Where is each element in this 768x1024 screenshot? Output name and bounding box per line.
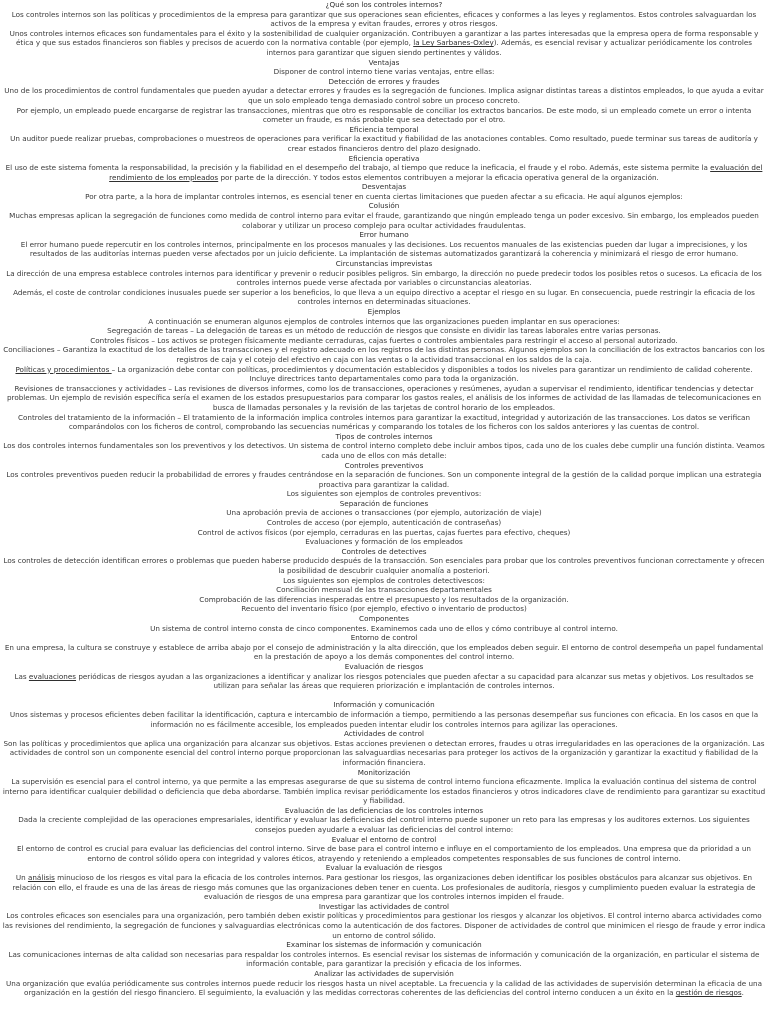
inline-link[interactable]: gestión de riesgos <box>675 988 742 998</box>
paragraph-text: Los controles eficaces son esenciales para una organización, pero también deben existir políticas y procedimientos para gestionar los riesgos y alcanzar los objetivos. El control interno abarca actividades como las revisiones del rendimiento, la segregación de funciones y salvaguardias electrónicas como la autenticación de dos factores. Disponer de actividades de control que minimicen el riesgo de fraude y error indica un entorno de control sólido. <box>2 911 766 940</box>
paragraph <box>0 269 768 288</box>
paragraph-text: Muchas empresas aplican la segregación de funciones como medida de control interno para evitar el fraude, garantizando que ningún empleado tenga un poder excesivo. Sin embargo, los empleados pueden colaborar y utilizar un proceso complejo para ocultar actividades fraudulentas. <box>9 211 759 230</box>
paragraph-text: Segregación de tareas – La delegación de tareas es un método de reducción de riesgos que consiste en dividir las tareas laborales entre varias personas. <box>107 326 661 336</box>
paragraph <box>0 950 768 969</box>
paragraph <box>0 441 768 460</box>
paragraph-text: La supervisión es esencial para el control interno, ya que permite a las empresas asegurarse de que su sistema de control interno funciona eficazmente. Implica la evaluación continua del sistema de control interno para identificar cualquier debilidad o deficiencia que deba abordarse. También implica revisar periódicamente los estados financieros y otros indicadores clave de rendimiento para garantizar su exactitud y fiabilidad. <box>2 777 766 806</box>
paragraph <box>0 873 768 902</box>
paragraph <box>0 384 768 413</box>
inline-link[interactable]: evaluación del rendimiento de los empleados <box>109 163 763 182</box>
section-heading: Evaluar la evaluación de riesgos <box>325 863 443 873</box>
paragraph <box>0 288 768 307</box>
paragraph-text: Recuento del inventario físico (por ejemplo, efectivo o inventario de productos) <box>241 604 527 614</box>
paragraph-text: El entorno de control es crucial para evaluar las deficiencias del control interno. Sirve de base para el control interno e influye en el comportamiento de los empleados. Una empresa que da prioridad a un entorno de control sólido opera con integridad y valores éticos, atrayendo y reteniendo a empleados competentes responsables de sus funciones de control interno. <box>17 844 751 863</box>
paragraph-text: Por ejemplo, un empleado puede encargarse de registrar las transacciones, mientras que otro es responsable de conciliar los extractos bancarios. De este modo, si un empleado comete un error o intenta cometer un fraude, es más probable que sea detectado por el otro. <box>16 105 752 125</box>
paragraph-text: Controles físicos – Los activos se protegen físicamente mediante cerraduras, cajas fuertes o controles ambientales para restringir el acceso al personal autorizado. <box>90 335 678 345</box>
section-heading: ¿Qué son los controles internos? <box>325 0 443 9</box>
paragraph <box>0 67 768 77</box>
section-heading: Investigar las actividades de control <box>318 901 450 911</box>
paragraph-text: Unos controles internos eficaces son fundamentales para el éxito y la sostenibilidad de cualquier organización. Contribuyen a garantizar a las partes interesadas que la empresa opera de forma responsable y ética y que sus estados financieros son fiables y precisos de acuerdo con la normativa contable (por ejemplo, <box>9 28 759 48</box>
paragraph-text: El error humano puede repercutir en los controles internos, principalmente en los procesos manuales y las decisiones. Los recuentos manuales de las existencias pueden dar lugar a imprecisiones, y los resultados de las auditorías internas pueden verse afectados por un juicio deficiente. La implantación de sistemas automatizados garantizará la coherencia y minimizará el riesgo de error humano. <box>20 239 748 259</box>
paragraph <box>0 556 768 575</box>
section-heading: Separación de funciones <box>339 498 429 508</box>
paragraph-text: Unos sistemas y procesos eficientes deben facilitar la identificación, captura e intercambio de información a tiempo, permitiendo a las personas desempeñar sus funciones con eficacia. En los casos en que la información no es fácilmente accesible, los empleados pueden intentar eludir los controles internos para agilizar las operaciones. <box>9 709 759 729</box>
paragraph <box>0 470 768 489</box>
paragraph <box>0 537 768 547</box>
paragraph-text: En una empresa, la cultura se construye y establece de arriba abajo por el consejo de administración y la alta dirección, que los empleados deben seguir. El entorno de control desempeña un papel fundamental en la prestación de apoyo a los demás componentes del control interno. <box>4 642 764 662</box>
section-heading: Desventajas <box>361 182 407 192</box>
section-heading: Información y comunicación <box>333 700 435 710</box>
paragraph-text: Un sistema de control interno consta de cinco componentes. Examinemos cada uno de ellos y cómo contribuye al control interno. <box>150 623 618 633</box>
paragraph-text: Control de activos físicos (por ejemplo, cerraduras en las puertas, cajas fuertes para efectivo, cheques) <box>197 527 571 537</box>
inline-link[interactable]: evaluaciones <box>28 671 77 681</box>
paragraph <box>0 710 768 729</box>
paragraph <box>0 10 768 29</box>
paragraph-text: – La organización debe contar con políticas, procedimientos y documentación establecidos y disponibles a todos los niveles para garantizar un rendimiento de calidad coherente. Incluye directrices tanto departamentales como para toda la organización. <box>111 364 753 384</box>
paragraph <box>0 576 768 586</box>
section-heading: Monitorización <box>357 767 411 777</box>
section-heading: Error humano <box>359 230 409 240</box>
paragraph-text: Las comunicaciones internas de alta calidad son necesarias para respaldar los controles internos. Es esencial revisar los sistemas de información y comunicación de la organización, en particular el sistema de información contable, para garantizar la precisión y eficacia de los informes. <box>8 949 760 969</box>
paragraph <box>0 489 768 499</box>
paragraph-text: por parte de la dirección. Y todos estos elementos contribuyen a mejorar la eficacia operativa general de la organización. <box>218 172 659 182</box>
paragraph <box>0 624 768 634</box>
paragraph <box>0 326 768 336</box>
paragraph-text: Disponer de control interno tiene varias ventajas, entre ellas: <box>273 67 495 77</box>
section-heading: Ventajas <box>368 57 400 67</box>
paragraph <box>0 106 768 125</box>
paragraph-text: Son las políticas y procedimientos que aplica una organización para alcanzar sus objetivos. Estas acciones previenen o detectan errores, fraudes u otras irregularidades en las operaciones de la organización. Las actividades de control son un componente esencial del control interno porque proporcionan las salvaguardias necesarias para proteger los activos de la organización y garantizar la exactitud y fiabilidad de la información financiera. <box>3 738 765 767</box>
section-heading: Detección de errores y fraudes <box>328 76 440 86</box>
section-heading: Evaluación de riesgos <box>344 661 424 671</box>
section-heading: Evaluar el entorno de control <box>331 834 437 844</box>
paragraph-text: Un auditor puede realizar pruebas, comprobaciones o muestreos de operaciones para verificar la exactitud y fiabilidad de las anotaciones contables. Como resultado, puede terminar sus tareas de auditoría y crear estados financieros dentro del plazo designado. <box>10 134 758 153</box>
paragraph-text: A continuación se enumeran algunos ejemplos de controles internos que las organizaciones pueden implantar en sus operaciones: <box>148 316 620 326</box>
inline-link[interactable]: la Ley Sarbanes-Oxley <box>413 38 494 48</box>
paragraph-text: Los siguientes son ejemplos de controles detectivescos: <box>283 575 485 585</box>
paragraph <box>0 163 768 182</box>
paragraph <box>0 365 768 384</box>
paragraph <box>0 317 768 327</box>
paragraph <box>0 595 768 605</box>
paragraph <box>0 413 768 432</box>
paragraph-text: Los dos controles internos fundamentales son los preventivos y los detectivos. Un sistema de control interno completo debe incluir ambos tipos, cada uno de los cuales debe cumplir una función distinta. Veamos cada uno de ellos con más detalle: <box>3 441 765 460</box>
paragraph <box>0 643 768 662</box>
paragraph-text: ). Además, es esencial revisar y actualizar periódicamente los controles internos para garantizar que siguen siendo pertinentes y válidos. <box>266 38 753 57</box>
paragraph-text: periódicas de riesgos ayudan a las organizaciones a identificar y analizar los riesgos potenciales que pueden afectar a su capacidad para alcanzar sus metas y objetivos. Los resultados se utilizan para señalar las áreas que requieren priorización e implantación de controles internos. <box>76 671 754 691</box>
paragraph-text: Dada la creciente complejidad de las operaciones empresariales, identificar y evaluar las deficiencias del control interno puede suponer un reto para las empresas y los auditores externos. Los siguientes consejos pueden ayudarle a evaluar las deficiencias del control interno: <box>18 815 750 835</box>
section-heading: Tipos de controles internos <box>335 431 433 441</box>
paragraph-text: Además, el coste de controlar condiciones inusuales puede ser superior a los beneficios, lo que lleva a un equipo directivo a aceptar el riesgo en su lugar. En consecuencia, puede restringir la eficacia de los controles internos en determinadas situaciones. <box>13 287 755 307</box>
section-heading: Colusión <box>368 201 400 211</box>
paragraph-text: La dirección de una empresa establece controles internos para identificar y prevenir o reducir posibles peligros. Sin embargo, la dirección no puede predecir todos los posibles retos o sucesos. La eficacia de los controles internos puede verse afectada por variables o circunstancias aleatorias. <box>6 268 762 288</box>
paragraph <box>0 211 768 230</box>
paragraph-text: Una organización que evalúa periódicamente sus controles internos puede reducir los riesgos hasta un nivel aceptable. La frecuencia y la calidad de las actividades de supervisión determinan la eficacia de una organización en la gestión del riesgo financiero. El seguimiento, la evaluación y las medidas correctoras coherentes de las deficiencias del control interno conducen a un éxito en la <box>6 978 762 998</box>
paragraph <box>0 518 768 528</box>
paragraph-text: Los siguientes son ejemplos de controles preventivos: <box>286 489 482 499</box>
paragraph-text: Una aprobación previa de acciones o transacciones (por ejemplo, autorización de viaje) <box>226 508 542 518</box>
paragraph-text: Los controles de detección identifican errores o problemas que pueden haberse producido después de la transacción. Son esenciales para probar que los controles preventivos funcionan correctamente y ofrecen la posibilidad de descubrir cualquier anomalía a posteriori. <box>3 556 765 576</box>
section-heading: Actividades de control <box>344 729 424 739</box>
section-heading: Evaluación de las deficiencias de los controles internos <box>284 805 484 815</box>
paragraph-text: Los controles preventivos pueden reducir la probabilidad de errores y fraudes centrándose en la separación de funciones. Son un componente integral de la gestión de la calidad porque implican una estrategia proactiva para garantizar la calidad. <box>6 470 762 489</box>
paragraph <box>0 739 768 768</box>
paragraph-text: . <box>741 988 744 998</box>
paragraph <box>0 345 768 364</box>
section-heading: Circunstancias imprevistas <box>335 259 433 269</box>
paragraph-text: minucioso de los riesgos es vital para la eficacia de los controles internos. Para gestionar los riesgos, las organizaciones deben identificar los posibles obstáculos para alcanzar sus objetivos. En relación con ello, el fraude es una de las áreas de riesgo más comunes que las organizaciones deben tener en cuenta. Los profesionales de auditoría, riesgos y cumplimiento pueden evaluar la estrategia de evaluación de riesgos de una empresa para garantizar que los controles internos impiden el fraude. <box>12 873 756 902</box>
paragraph-text: Un <box>15 873 28 883</box>
paragraph <box>0 508 768 518</box>
inline-link[interactable]: análisis <box>27 873 55 883</box>
section-heading: Eficiencia temporal <box>349 124 419 134</box>
paragraph <box>0 672 768 691</box>
section-heading: Eficiencia operativa <box>348 153 420 163</box>
paragraph-text: Las <box>14 671 29 681</box>
section-heading: Controles de detectives <box>341 546 427 556</box>
paragraph-text: Conciliaciones – Garantiza la exactitud de los detalles de las transacciones y el registro adecuado en los registros de las distintas personas. Algunos ejemplos son la conciliación de los extractos bancarios con los registros de caja y el cotejo del efectivo en caja con las ventas o la actividad transaccional en los saldos de la caja. <box>3 345 765 364</box>
paragraph <box>0 192 768 202</box>
paragraph-text: El uso de este sistema fomenta la responsabilidad, la precisión y la fiabilidad en el desempeño del trabajo, al tiempo que reduce la ineficacia, el fraude y el robo. Además, este sistema permite la <box>5 163 711 173</box>
paragraph <box>0 777 768 806</box>
paragraph-text: Por otra parte, a la hora de implantar controles internos, es esencial tener en cuenta ciertas limitaciones que pueden afectar a su eficacia. He aquí algunos ejemplos: <box>85 191 683 201</box>
paragraph <box>0 585 768 595</box>
spacer <box>0 691 768 701</box>
paragraph-text: Controles del tratamiento de la información – El tratamiento de la información implica controles internos para garantizar la exactitud, integridad y autorización de las transacciones. Los datos se verifican comparándolos con los ficheros de control, comprobando las secuencias numéricas y comparando los totales de los ficheros con los saldos anteriores y las cuentas de control. <box>17 412 751 432</box>
section-heading: Controles preventivos <box>344 460 424 470</box>
paragraph <box>0 979 768 998</box>
paragraph-text: Controles de acceso (por ejemplo, autenticación de contraseñas) <box>266 518 502 528</box>
paragraph <box>0 528 768 538</box>
inline-link[interactable]: Políticas y procedimientos <box>15 364 112 374</box>
section-heading: Examinar los sistemas de información y comunicación <box>286 940 482 950</box>
paragraph <box>0 815 768 834</box>
paragraph <box>0 604 768 614</box>
section-heading: Componentes <box>359 614 409 623</box>
paragraph <box>0 336 768 346</box>
paragraph-text: Comprobación de las diferencias inesperadas entre el presupuesto y los resultados de la organización. <box>199 594 569 604</box>
paragraph <box>0 134 768 153</box>
paragraph <box>0 240 768 259</box>
section-heading: Entorno de control <box>350 633 418 643</box>
paragraph <box>0 911 768 940</box>
section-heading: Ejemplos <box>367 307 401 316</box>
paragraph <box>0 844 768 863</box>
paragraph <box>0 29 768 58</box>
paragraph-text: Revisiones de transacciones y actividades – Las revisiones de diversos informes, como los de transacciones, operaciones y resúmenes, ayudan a supervisar el rendimiento, identificar tendencias y detectar problemas. Un ejemplo de revisión específica sería el examen de los estados presupuestarios para comparar los gastos reales, el análisis de los informes de actividad de las llamadas de telecomunicaciones en busca de llamadas personales y la revisión de las tarjetas de control horario de los empleados. <box>6 383 762 412</box>
paragraph-text: Conciliación mensual de las transacciones departamentales <box>276 585 492 595</box>
paragraph-text: Uno de los procedimientos de control fundamentales que pueden ayudar a detectar errores y fraudes es la segregación de funciones. Implica asignar distintas tareas a distintos empleados, lo que ayuda a evitar que un solo empleado tenga demasiado control sobre un proceso concreto. <box>4 86 764 105</box>
section-heading: Analizar las actividades de supervisión <box>314 968 454 978</box>
paragraph-text: Los controles internos son las políticas y procedimientos de la empresa para garantizar que sus operaciones sean eficientes, eficaces y conformes a las leyes y reglamentos. Estos controles salvaguardan los activos de la empresa y evitan fraudes, errores y otros riesgos. <box>11 9 757 29</box>
paragraph <box>0 86 768 105</box>
paragraph-text: Evaluaciones y formación de los empleados <box>305 537 463 547</box>
